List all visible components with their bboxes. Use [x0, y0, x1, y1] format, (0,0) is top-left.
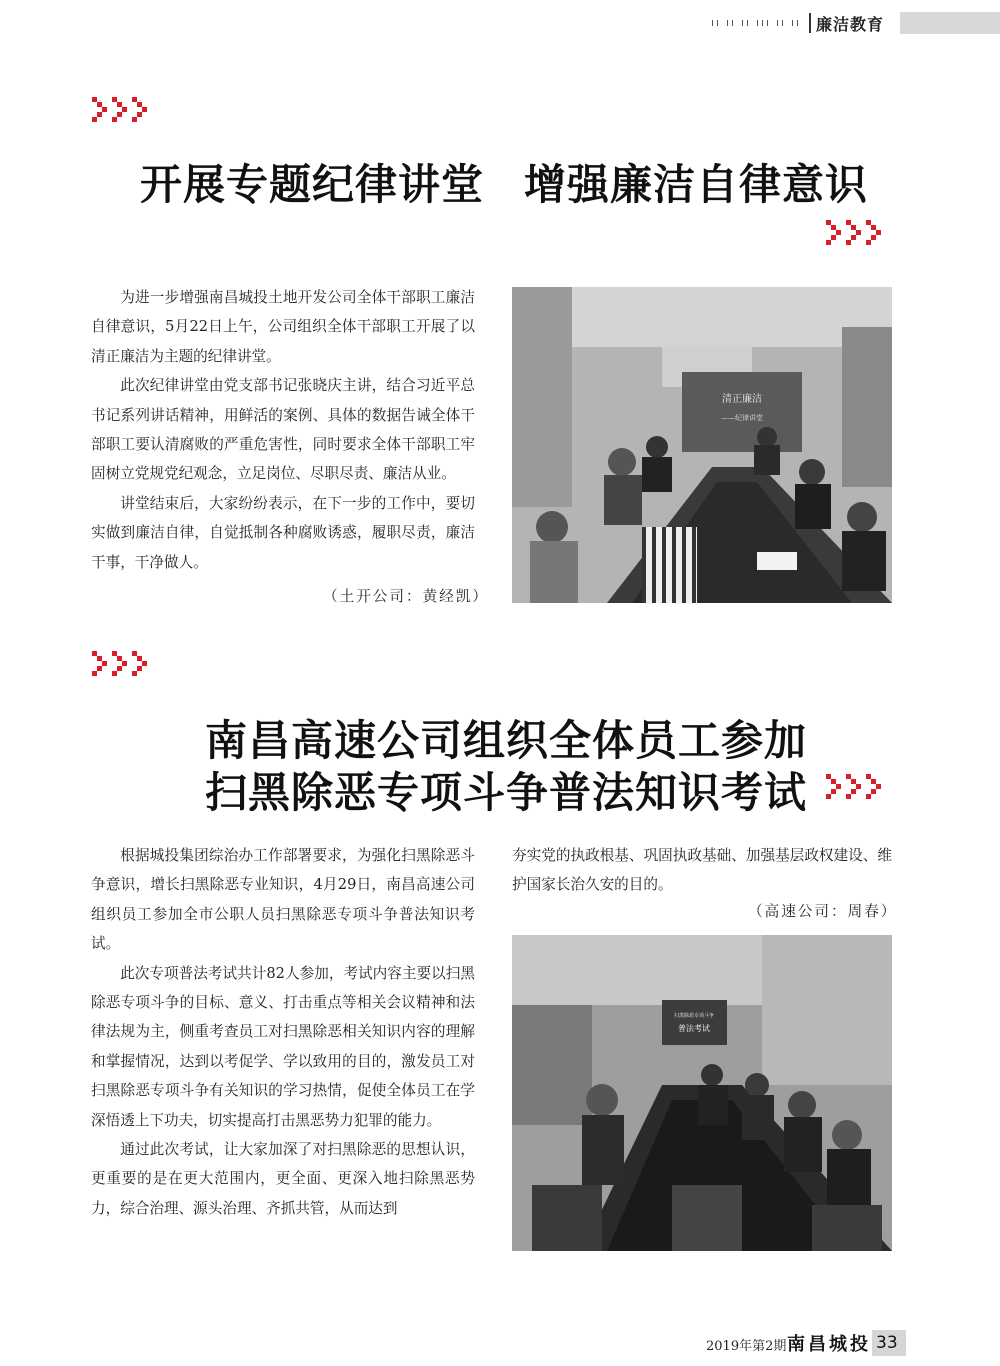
header-ornament [712, 17, 798, 29]
page-number: 33 [876, 1333, 898, 1353]
article1-paragraph: 为进一步增强南昌城投土地开发公司全体干部职工廉洁自律意识，5月22日上午，公司组织全体干部职工开展了以清正廉洁为主题的纪律讲堂。 [91, 289, 475, 365]
article1-paragraph: 讲堂结束后，大家纷纷表示，在下一步的工作中，要切实做到廉洁自律，自觉抵制各种腐败诱惑，履职尽责，廉洁干事，干净做人。 [91, 494, 475, 571]
chevron-arrows-icon [92, 92, 160, 132]
article2-paragraph: 此次专项普法考试共计82人参加，考试内容主要以扫黑除恶专项斗争的目标、意义、打击重点等相关会议精神和法律法规为主，侧重考查员工对扫黑除恶相关知识内容的理解和掌握情况，达到以考促学、学以致用的目的，激发员工对扫黑除恶专项斗争有关知识的学习热情，促使全体员工在学深悟透上下功夫，切实提高打击黑恶势力犯罪的能力。 [91, 964, 475, 1129]
footer-magazine-name: 南昌城投 [787, 1334, 871, 1355]
article1-title-part1: 开展专题纪律讲堂 [140, 160, 485, 209]
photo1-screen-subtitle: ——纪律讲堂 [721, 414, 763, 422]
header-tab-block [900, 12, 1000, 34]
chevron-arrows-icon [92, 646, 160, 686]
article1-body [91, 283, 475, 577]
header-divider [809, 13, 811, 33]
article2-credit: （高速公司：周春） [748, 903, 898, 920]
chevron-arrows-icon [826, 215, 894, 255]
photo2-screen-subtitle: 普法考试 [678, 1024, 710, 1033]
article2-title-line2: 扫黑除恶专项斗争普法知识考试 [205, 768, 808, 817]
article2-body-right [512, 841, 892, 900]
footer-issue: 2019年第2期 [706, 1339, 787, 1354]
photo1-screen-title: 清正廉洁 [722, 394, 762, 405]
article2-photo [512, 935, 892, 1251]
chevron-arrows-icon [826, 769, 894, 809]
article1-paragraph: 此次纪律讲堂由党支部书记张晓庆主讲，结合习近平总书记系列讲话精神，用鲜活的案例、具体的数据告诫全体干部职工要认清腐败的严重危害性，同时要求全体干部职工牢固树立党规党纪观念，立足岗位、尽职尽责、廉洁从业。 [91, 377, 475, 483]
article1-title [140, 152, 868, 212]
article1-photo [512, 287, 892, 603]
section-label: 廉洁教育 [816, 15, 885, 34]
article1-title-part2: 增强廉洁自律意识 [524, 160, 869, 209]
article2-paragraph: 通过此次考试，让大家加深了对扫黑除恶的思想认识，更重要的是在更大范围内，更全面、更深入地扫除黑恶势力，综合治理、源头治理、齐抓共管，从而达到 [91, 1141, 475, 1217]
article2-paragraph: 根据城投集团综治办工作部署要求，为强化扫黑除恶斗争意识，增长扫黑除恶专业知识，4月29日，南昌高速公司组织员工参加全市公职人员扫黑除恶专项斗争普法知识考试。 [91, 847, 475, 953]
photo2-screen-title: 扫黑除恶专项斗争 [673, 1013, 715, 1019]
article1-credit: （土开公司：黄经凯） [323, 588, 489, 605]
article2-title-line1: 南昌高速公司组织全体员工参加 [205, 716, 808, 765]
article2-body-left [91, 841, 475, 1223]
article2-paragraph: 夯实党的执政根基、巩固执政基础、加强基层政权建设、维护国家长治久安的目的。 [512, 847, 892, 894]
